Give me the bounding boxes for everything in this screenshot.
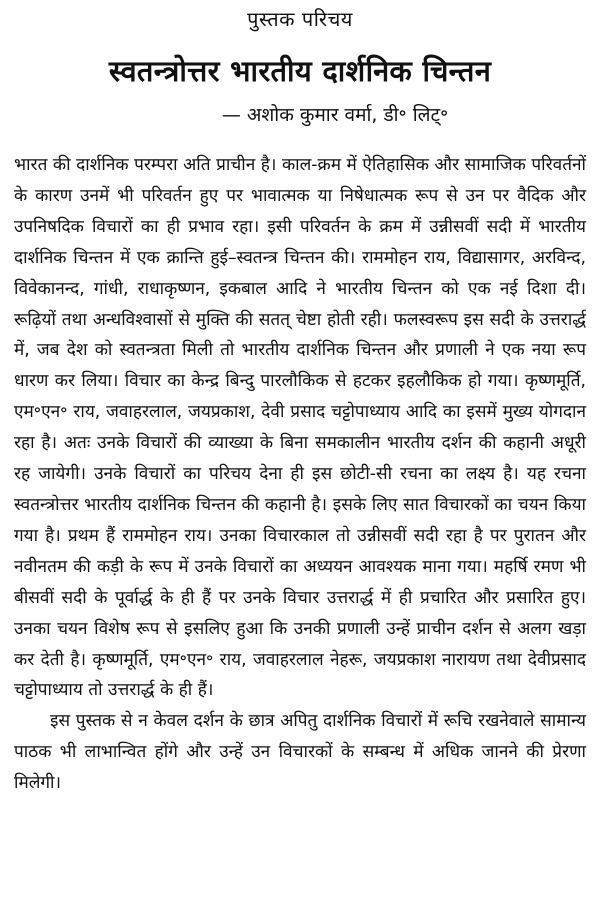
paragraph-2: इस पुस्तक से न केवल दर्शन के छात्र अपितु दार्शनिक विचारों में रूचि रखनेवाले सामान्य पाठक भी लाभान्वित होंगे और उन्हें उन विचारकों के सम्बन्ध में अधिक जानने की प्रेरणा मिलेगी। [14, 711, 586, 794]
book-title: स्वतन्त्रोत्तर भारतीय दार्शनिक चिन्तन [108, 54, 492, 88]
introduction-body [14, 150, 586, 799]
author-line: — अशोक कुमार वर्मा, डी॰ लिट्॰ [221, 104, 449, 126]
section-label: पुस्तक परिचय [247, 7, 353, 31]
paragraph-1: भारत की दार्शनिक परम्परा अति प्राचीन है। काल-क्रम में ऐतिहासिक और सामाजिक परिवर्तनों के कारण उनमें भी परिवर्तन हुए पर भावात्मक या निषेधात्मक रूप से उन पर वैदिक और उपनिषदिक विचारों का ही प्रभाव रहा। इसी परिवर्तन के क्रम में उन्नीसवीं सदी में भारतीय दार्शनिक चिन्तन में एक क्रान्ति हुई–स्वतन्त्र चिन्तन की। राममोहन राय, विद्यासागर, अरविन्द, विवेकानन्द, गांधी, राधाकृष्णन, इकबाल आदि ने भारतीय चिन्तन को एक नई दिशा दी। रूढ़ियों तथा अन्धविश्वासों से मुक्ति की सतत् चेष्टा होती रही। फलस्वरूप इस सदी के उत्तरार्द्ध में, जब देश को स्वतन्त्रता मिली तो भारतीय दार्शनिक चिन्तन और प्रणाली ने एक नया रूप धारण कर लिया। विचार का केन्द्र बिन्दु पारलौकिक से हटकर इहलौकिक हो गया। कृष्णमूर्ति, एम॰एन॰ राय, जवाहरलाल, जयप्रकाश, देवी प्रसाद चट्टोपाध्याय आदि का इसमें मुख्य योगदान रहा है। अतः उनके विचारों की व्याख्या के बिना समकालीन भारतीय दर्शन की कहानी अधूरी रह जायेगी। उनके विचारों का परिचय देना ही इस छोटी-सी रचना का लक्ष्य है। यह रचना स्वतन्त्रोत्तर भारतीय दार्शनिक चिन्तन की कहानी है। इसके लिए सात विचारकों का चयन किया गया है। प्रथम हैं राममोहन राय। उनका विचारकाल तो उन्नीसवीं सदी रहा है पर पुरातन और नवीनतम की कड़ी के रूप में उनके विचारों का अध्ययन आवश्यक माना गया। महर्षि रमण भी बीसवीं सदी के पूर्वार्द्ध के ही हैं पर उनके विचार उत्तरार्द्ध में ही प्रचारित और प्रसारित हुए। उनका चयन विशेष रूप से इसलिए हुआ कि उनकी प्रणाली उन्हें प्राचीन दर्शन से अलग खड़ा कर देती है। कृष्णमूर्ति, एम॰एन॰ राय, जवाहरलाल नेहरू, जयप्रकाश नारायण तथा देवीप्रसाद चट्टोपाध्याय तो उत्तरार्द्ध के ही हैं। [14, 155, 586, 701]
